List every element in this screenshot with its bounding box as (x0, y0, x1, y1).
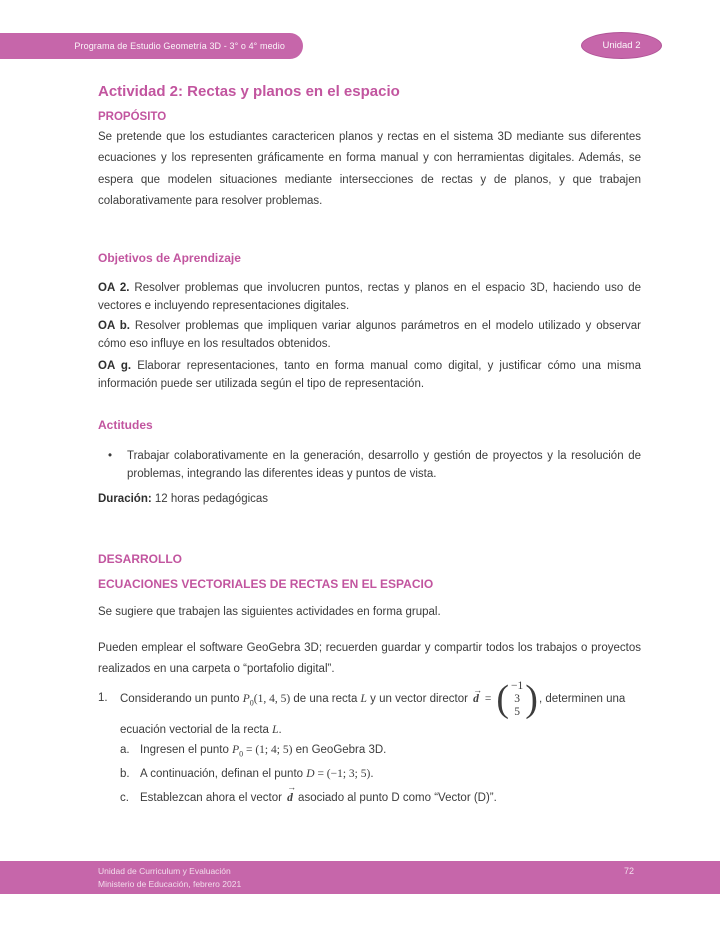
vector-value-3: 5 (514, 705, 521, 718)
footer-bar (0, 861, 720, 894)
unit-badge-label: Unidad 2 (602, 40, 641, 51)
actitudes-bullet-text: Trabajar colaborativamente en la generación, desarrollo y gestión de proyectos y la resolución de problemas, integrando las diferentes ideas y puntos de vista. (127, 450, 641, 480)
duracion-line (98, 493, 268, 505)
math-p0-a: $P_0 = (1$; 4; 5) (232, 744, 293, 759)
oa-g-label: OA g. (98, 360, 132, 372)
task-seg1: Considerando un punto (120, 693, 243, 706)
task-item-1 (98, 678, 641, 736)
task-line2: ecuación vectorial de la recta L. (120, 724, 282, 736)
vector-arrow-icon: → (287, 782, 297, 792)
footer-unit-line: Unidad de Curriculum y Evaluación (98, 866, 231, 876)
task-seg4: , determinen una (538, 693, 626, 706)
duracion-value: 12 horas pedagógicas (151, 493, 269, 505)
oa-item-2 (98, 279, 641, 315)
right-paren: ) (525, 678, 538, 720)
math-L2: L (272, 724, 279, 736)
duracion-label: Duración: (98, 493, 152, 505)
column-vector-values (509, 680, 525, 719)
desarrollo-heading: DESARROLLO (98, 552, 182, 566)
program-badge-label: Programa de Estudio Geometría 3D - 3° o 4° medio (74, 41, 285, 51)
proposito-heading: PROPÓSITO (98, 111, 167, 123)
subtask-b-letter: b. (120, 768, 130, 780)
math-p0: $P_0(1$, 4, 5) (242, 693, 291, 708)
oa-g-text: Elaborar representaciones, tanto en forma manual como digital, y justificar cómo una misma información puede ser utilizada según el tipo de representación. (98, 360, 641, 390)
math-point-D: D = (−1; 3; 5) (306, 768, 371, 780)
unit-badge (581, 32, 662, 59)
task-body (120, 678, 641, 736)
actitudes-bullet-item (108, 447, 641, 483)
paragraph-geogebra: Pueden emplear el software GeoGebra 3D; recuerden guardar y compartir todos los trabajos o proyectos realizados en una carpeta o “portafolio digital”. (98, 642, 641, 676)
math-vector-d: → d (473, 685, 483, 706)
subtask-b-text: A continuación, definan el punto D = (−1; 3; 5). (140, 768, 374, 780)
math-L: L (360, 693, 367, 706)
ecuaciones-heading: ECUACIONES VECTORIALES DE RECTAS EN EL ESPACIO (98, 577, 434, 591)
vector-arrow-icon: → (473, 685, 483, 696)
subtask-a-text: Ingresen el punto $P_0 = (1$; 4; 5) en GeoGebra 3D. (140, 744, 387, 759)
task-number: 1. (98, 692, 108, 704)
footer-credits (98, 865, 241, 891)
footer-ministry-line: Ministerio de Educación, febrero 2021 (98, 879, 242, 889)
oa-2-text: Resolver problemas que involucren puntos, rectas y planos en el espacio 3D, haciendo uso de vectores e incluyendo representaciones digitales. (98, 282, 642, 312)
subtask-b (120, 766, 641, 782)
task-seg2: de una recta (290, 693, 361, 706)
math-vector-d-c: → d (287, 782, 297, 804)
subtask-c-text: Establezcan ahora el vector → d asociado al punto D como “Vector (D)”. (140, 782, 497, 804)
objetivos-heading: Objetivos de Aprendizaje (98, 251, 241, 265)
subtask-a (120, 742, 641, 762)
column-vector (496, 678, 538, 720)
bullet-icon: • (108, 450, 113, 462)
task-seg3: y un vector director (366, 693, 472, 706)
program-badge (0, 33, 303, 59)
oa-b-label: OA b. (98, 320, 130, 332)
paragraph-grupal: Se sugiere que trabajen las siguientes actividades en forma grupal. (98, 606, 441, 618)
oa-item-g (98, 357, 641, 393)
actitudes-heading: Actitudes (98, 418, 153, 432)
subtask-c (120, 782, 641, 806)
vector-value-1: −1 (511, 679, 524, 692)
oa-item-b (98, 317, 641, 353)
subtask-c-letter: c. (120, 792, 129, 804)
subtask-a-letter: a. (120, 744, 130, 756)
proposito-body: Se pretende que los estudiantes caractericen planos y rectas en el sistema 3D mediante sus diferentes ecuaciones y los representen gráficamente en forma manual y con herramientas digitales. Además, se espera que modelen situaciones mediante intersecciones de rectas y de planos, y que trabajen colaborativamente para resolver problemas. (98, 131, 641, 208)
activity-title: Actividad 2: Rectas y planos en el espacio (98, 83, 400, 100)
oa-2-label: OA 2. (98, 282, 130, 294)
footer-page-number: 72 (623, 866, 634, 876)
equals-sign: = (484, 693, 492, 706)
oa-b-text: Resolver problemas que impliquen variar algunos parámetros en el modelo utilizado y observar cómo eso influye en los resultados obtenidos. (98, 320, 641, 350)
left-paren: ( (496, 678, 510, 720)
vector-value-2: 3 (514, 692, 521, 705)
